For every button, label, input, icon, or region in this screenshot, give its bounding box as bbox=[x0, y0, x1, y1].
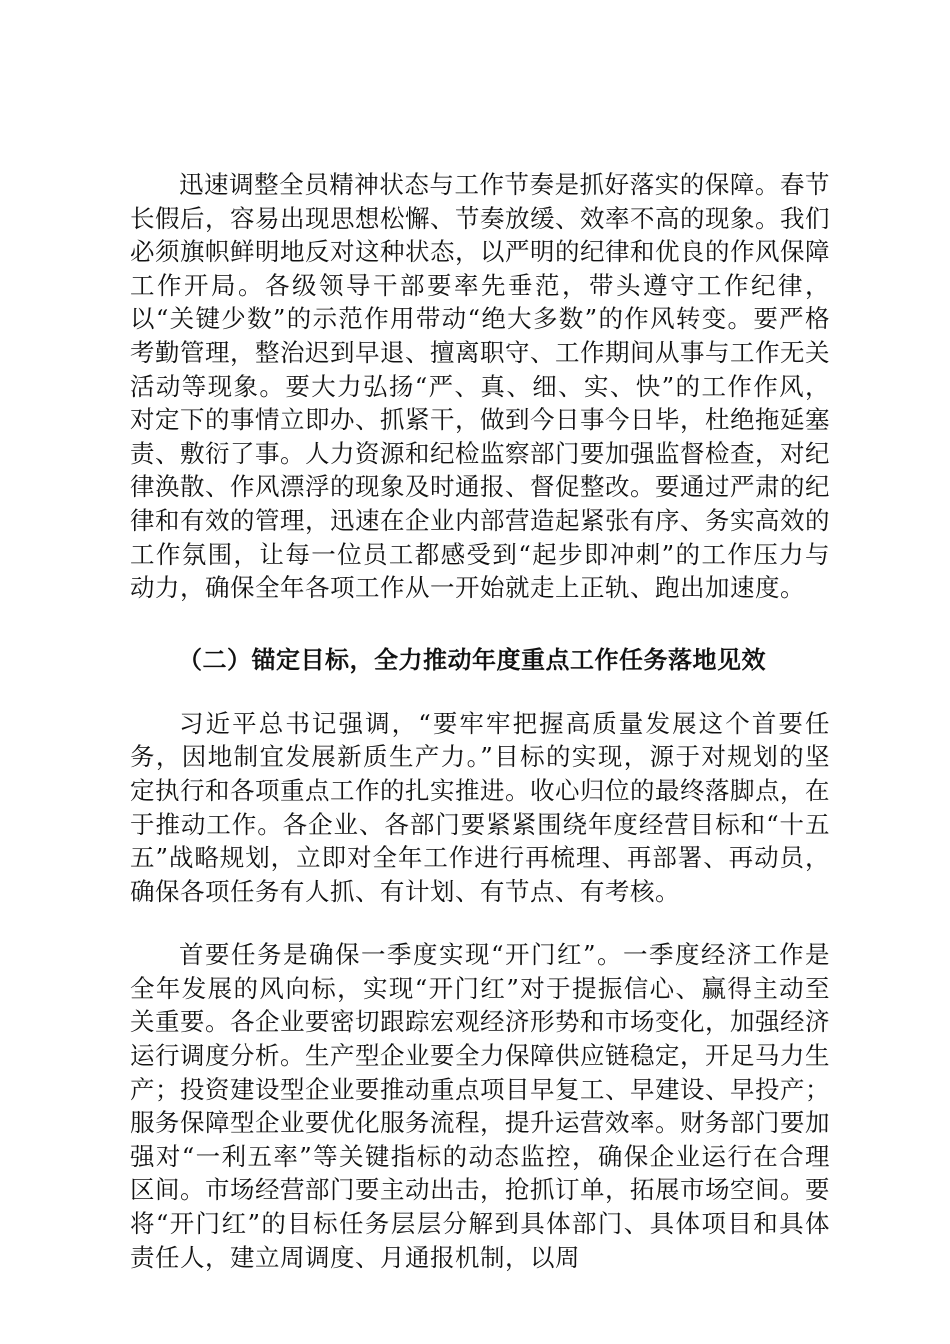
body-paragraph: 习近平总书记强调，“要牢牢把握高质量发展这个首要任务，因地制宜发展新质生产力。”目标的实现，源于对规划的坚定执行和各项重点工作的扎实推进。收心归位的最终落脚点，在于推动工作。各企业、各部门要紧紧围绕年度经营目标和“十五五”战略规划，立即对全年工作进行再梳理、再部署、再动员，确保各项任务有人抓、有计划、有节点、有考核。 bbox=[130, 708, 830, 906]
body-paragraph: 迅速调整全员精神状态与工作节奏是抓好落实的保障。春节长假后，容易出现思想松懈、节奏放缓、效率不高的现象。我们必须旗帜鲜明地反对这种状态，以严明的纪律和优良的作风保障工作开局。各级领导干部要率先垂范，带头遵守工作纪律，以“关键少数”的示范作用带动“绝大多数”的作风转变。要严格考勤管理，整治迟到早退、擅离职守、工作期间从事与工作无关活动等现象。要大力弘扬“严、真、细、实、快”的工作作风，对定下的事情立即办、抓紧干，做到今日事今日毕，杜绝拖延塞责、敷衍了事。人力资源和纪检监察部门要加强监督检查，对纪律涣散、作风漂浮的现象及时通报、督促整改。要通过严肃的纪律和有效的管理，迅速在企业内部营造起紧张有序、务实高效的工作氛围，让每一位员工都感受到“起步即冲刺”的工作压力与动力，确保全年各项工作从一开始就走上正轨、跑出加速度。 bbox=[130, 170, 830, 603]
body-paragraph: 首要任务是确保一季度实现“开门红”。一季度经济工作是全年发展的风向标，实现“开门红”对于提振信心、赢得主动至关重要。各企业要密切跟踪宏观经济形势和市场变化，加强经济运行调度分析。生产型企业要全力保障供应链稳定，开足马力生产；投资建设型企业要推动重点项目早复工、早建设、早投产；服务保障型企业要优化服务流程，提升运营效率。财务部门要加强对“一利五率”等关键指标的动态监控，确保企业运行在合理区间。市场经营部门要主动出击，抢抓订单，拓展市场空间。要将“开门红”的目标任务层层分解到具体部门、具体项目和具体责任人，建立周调度、月通报机制，以周 bbox=[130, 940, 830, 1272]
section-heading: （二）锚定目标，全力推动年度重点工作任务落地见效 bbox=[178, 645, 766, 674]
document-page bbox=[130, 168, 830, 1274]
